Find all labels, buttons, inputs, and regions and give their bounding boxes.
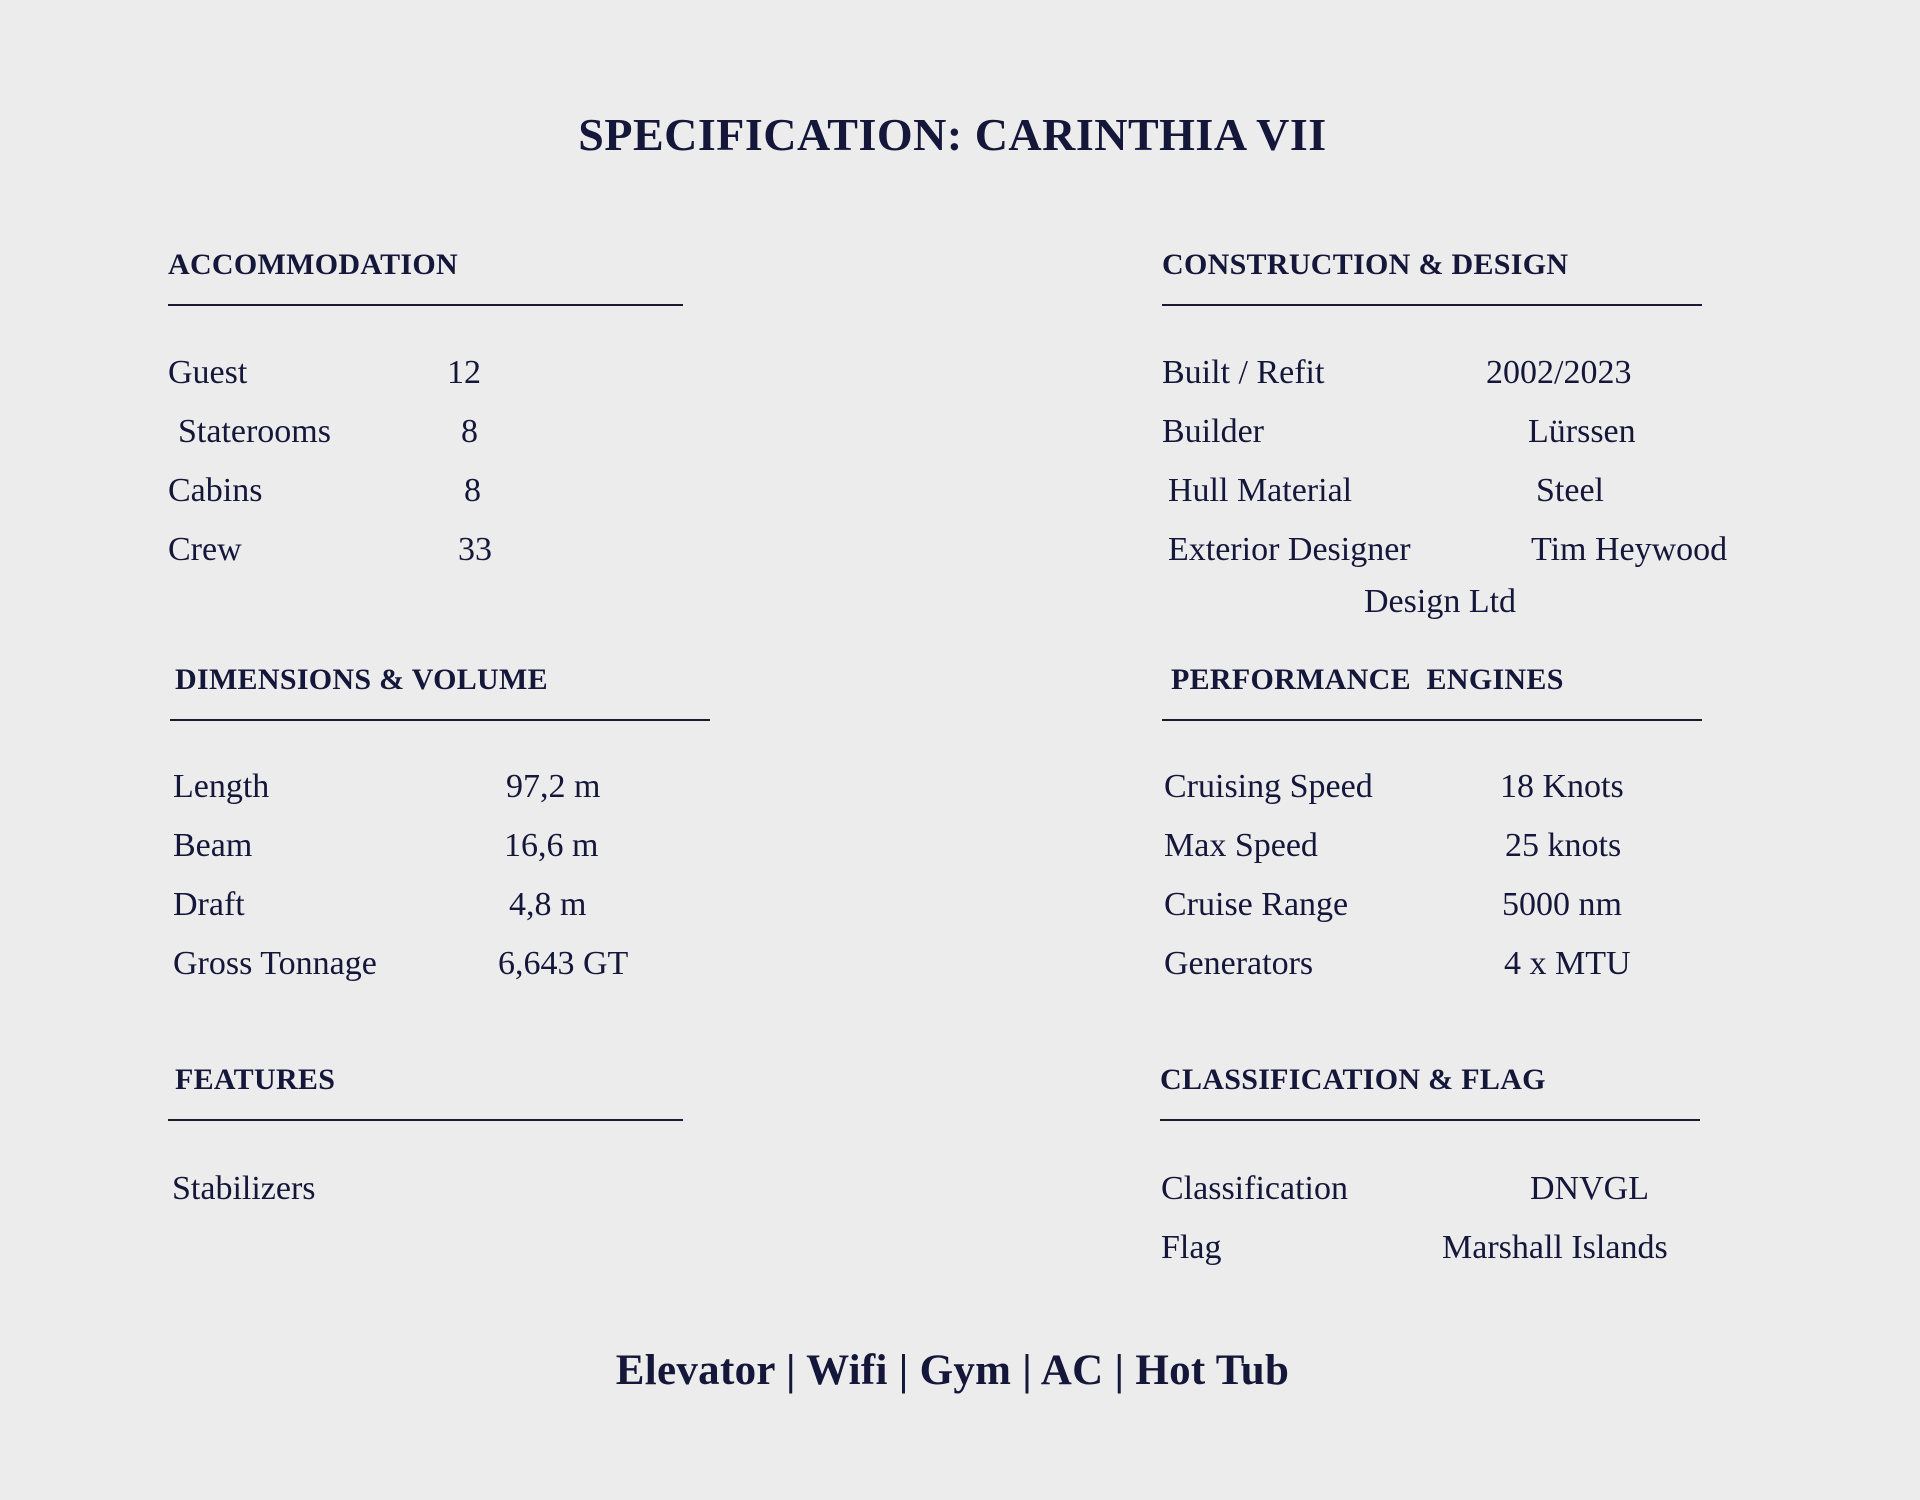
accommodation-divider <box>168 304 683 306</box>
spec-label: Cabins <box>168 472 263 509</box>
spec-value: Steel <box>1536 472 1604 509</box>
spec-label: Classification <box>1161 1170 1348 1207</box>
spec-value: 4 x MTU <box>1504 945 1631 982</box>
spec-label: Draft <box>173 886 245 923</box>
spec-row-staterooms <box>168 415 668 474</box>
page-title: SPECIFICATION: CARINTHIA VII <box>578 109 1327 160</box>
amenities-line: Elevator | Wifi | Gym | AC | Hot Tub <box>615 1347 1290 1394</box>
spec-label: Gross Tonnage <box>173 945 377 982</box>
features-list <box>172 1172 672 1231</box>
spec-value: 33 <box>458 531 492 568</box>
spec-label: Guest <box>168 354 248 391</box>
dimensions-section <box>175 665 548 695</box>
feature-item <box>172 1172 672 1231</box>
performance-heading: PERFORMANCE ENGINES <box>1171 663 1564 696</box>
spec-label: Length <box>173 768 270 805</box>
spec-row-generators <box>1164 947 1764 1006</box>
spec-label: Flag <box>1161 1229 1222 1266</box>
spec-row-classification <box>1161 1172 1761 1231</box>
spec-row-cruising-speed <box>1164 770 1764 829</box>
spec-label: Crew <box>168 531 242 568</box>
spec-value: Marshall Islands <box>1442 1229 1668 1266</box>
spec-value: 12 <box>447 354 481 391</box>
spec-row-gross-tonnage <box>173 947 773 1006</box>
spec-value: 16,6 m <box>504 827 599 864</box>
construction-section <box>1162 250 1568 280</box>
features-divider <box>168 1119 683 1121</box>
performance-list <box>1164 770 1764 1006</box>
construction-list <box>1162 356 1762 592</box>
spec-row-length <box>173 770 773 829</box>
classification-divider <box>1160 1119 1700 1121</box>
dimensions-list <box>173 770 773 1006</box>
spec-label: Generators <box>1164 945 1314 982</box>
spec-row-flag <box>1161 1231 1761 1290</box>
features-section <box>175 1065 335 1095</box>
spec-row-hull-material <box>1162 474 1762 533</box>
spec-label: Staterooms <box>178 413 331 450</box>
classification-section <box>1160 1065 1546 1095</box>
classification-list <box>1161 1172 1761 1290</box>
spec-row-guest <box>168 356 668 415</box>
spec-label: Exterior Designer <box>1168 531 1411 568</box>
spec-row-draft <box>173 888 773 947</box>
spec-value: 4,8 m <box>509 886 587 923</box>
spec-value: 8 <box>464 472 481 509</box>
spec-value: 5000 nm <box>1502 886 1622 923</box>
spec-value: Tim Heywood <box>1531 531 1728 568</box>
construction-divider <box>1162 304 1702 306</box>
spec-row-builder <box>1162 415 1762 474</box>
performance-divider <box>1162 719 1702 721</box>
spec-row-built-refit <box>1162 356 1762 415</box>
spec-value: DNVGL <box>1530 1170 1649 1207</box>
accommodation-section <box>168 250 458 280</box>
spec-row-beam <box>173 829 773 888</box>
spec-label: Hull Material <box>1168 472 1353 509</box>
spec-value: 18 Knots <box>1500 768 1624 805</box>
spec-value: 25 knots <box>1505 827 1622 864</box>
spec-label: Builder <box>1162 413 1264 450</box>
spec-label: Beam <box>173 827 253 864</box>
spec-label: Max Speed <box>1164 827 1318 864</box>
spec-row-cruise-range <box>1164 888 1764 947</box>
designer-continued: Design Ltd <box>1364 583 1517 620</box>
spec-label: Cruising Speed <box>1164 768 1373 805</box>
accommodation-heading: ACCOMMODATION <box>168 248 458 281</box>
feature-label: Stabilizers <box>172 1170 316 1207</box>
spec-value: 2002/2023 <box>1486 354 1632 391</box>
spec-label: Built / Refit <box>1162 354 1325 391</box>
spec-value: 6,643 GT <box>498 945 629 982</box>
spec-value: Lürssen <box>1528 413 1636 450</box>
dimensions-divider <box>170 719 710 721</box>
accommodation-list <box>168 356 668 592</box>
features-heading: FEATURES <box>175 1063 336 1096</box>
spec-value: 8 <box>461 413 478 450</box>
spec-row-crew <box>168 533 668 592</box>
dimensions-heading: DIMENSIONS & VOLUME <box>175 663 548 696</box>
spec-label: Cruise Range <box>1164 886 1349 923</box>
spec-value: 97,2 m <box>506 768 601 805</box>
spec-row-max-speed <box>1164 829 1764 888</box>
construction-heading: CONSTRUCTION & DESIGN <box>1162 248 1569 281</box>
classification-heading: CLASSIFICATION & FLAG <box>1160 1063 1546 1096</box>
performance-section <box>1171 665 1564 695</box>
spec-row-cabins <box>168 474 668 533</box>
